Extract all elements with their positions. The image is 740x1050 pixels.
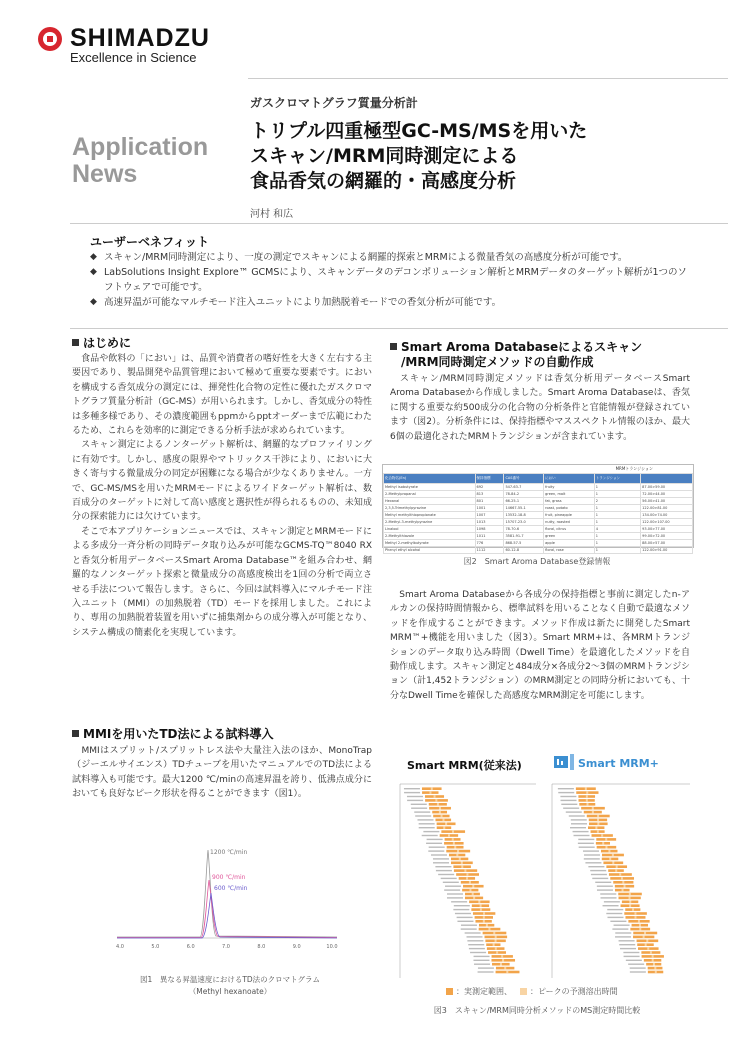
fig3-row-label — [443, 882, 459, 883]
divider — [70, 223, 728, 224]
fig3-predicted-mark — [437, 803, 439, 806]
fig3-row-label — [433, 862, 449, 863]
fig3-predicted-mark — [435, 799, 437, 802]
fig3-row-label — [607, 917, 623, 918]
benefits-title: ユーザーベネフィット — [90, 235, 210, 249]
table-row: 2-Methylpropanal 813 78-84-2 green, malt 1 72.00>44.00 — [384, 491, 693, 498]
header-divider — [248, 78, 728, 79]
fig3-predicted-mark — [647, 947, 649, 950]
fig3-row-label — [414, 811, 430, 812]
fig3-predicted-mark — [445, 823, 447, 826]
fig3-predicted-mark — [586, 799, 588, 802]
fig3-row-label — [606, 913, 622, 914]
shimadzu-logo — [38, 24, 210, 53]
paragraph: スキャン/MRM同時測定メソッドは香気分析用データベースSmart Aroma Databaseから作成しました。Smart Aroma Databaseは、香気に関する重要な約500成分の化合物の分析条件と官能情報が登録されています（図2）。分析条件には、保持指標やマススペクトル情報のほか、最大6個の最適化されたMRMトランジションが含まれています。 — [390, 374, 690, 442]
fig3-row-label — [620, 948, 636, 949]
fig3-row-label — [407, 796, 423, 797]
fig3-predicted-mark — [612, 862, 614, 865]
fig3-predicted-mark — [486, 924, 488, 927]
fig3-predicted-mark — [650, 951, 652, 954]
fig3-row-label — [473, 960, 489, 961]
fig3-predicted-mark — [495, 947, 497, 950]
fig3-predicted-mark — [653, 963, 655, 966]
fig3-row-label — [404, 788, 420, 789]
fig3-right-label: Smart MRM+ — [578, 757, 659, 770]
title-line: スキャン/MRM同時測定による — [250, 145, 519, 167]
fig3-predicted-mark — [443, 826, 445, 829]
benefit-item: ◆ 高速昇温が可能なマルチモード注入ユニットにより加熱脱着モードでの香気分析が可能です。 — [90, 295, 695, 310]
fig3-row-label — [427, 839, 443, 840]
fig3-predicted-mark — [472, 885, 474, 888]
fig3-predicted-mark — [629, 893, 631, 896]
fig3-row-label — [571, 823, 587, 824]
fig3-row-label — [630, 971, 646, 972]
fig3-predicted-mark — [439, 811, 441, 814]
fig3-row-label — [607, 909, 623, 910]
fig3-row-label — [478, 971, 494, 972]
fig3-predicted-mark — [597, 815, 599, 818]
fig3-row-label — [588, 866, 604, 867]
fig3-row-label — [447, 897, 463, 898]
fig3-row-label — [558, 792, 574, 793]
fig3-row-label — [584, 858, 600, 859]
fig3-row-label — [461, 925, 477, 926]
section-title-smart-aroma: Smart Aroma Databaseによるスキャン /MRM同時測定メソッドの自動作成 — [390, 340, 690, 370]
fig3-row-label — [630, 967, 646, 968]
fig3-row-label — [578, 839, 594, 840]
fig3-row-label — [624, 956, 640, 957]
fig3-predicted-mark — [469, 889, 471, 892]
fig3-predicted-mark — [605, 838, 607, 841]
fig3-row-label — [451, 901, 467, 902]
fig3-predicted-mark — [452, 838, 454, 841]
fig3-predicted-mark — [472, 893, 474, 896]
square-bullet-icon — [390, 343, 397, 350]
page-title — [250, 119, 690, 194]
table-row: 2-Methylthiazole 1011 3581-91-7 green 1 99.00>72.00 — [384, 533, 693, 540]
fig3-row-label — [422, 835, 438, 836]
fig1-xtick: 5.0 — [151, 944, 160, 950]
legend-swatch-predicted — [520, 988, 527, 995]
fig3-row-label — [610, 921, 626, 922]
fig2-column-header: トランジション — [594, 474, 640, 484]
fig3-row-label — [431, 854, 447, 855]
fig3-row-label — [417, 819, 433, 820]
fig3-row-label — [612, 928, 628, 929]
fig3-predicted-mark — [616, 865, 618, 868]
fig3-row-label — [603, 905, 619, 906]
fig1-xtick: 8.0 — [257, 944, 266, 950]
fig3-row-label — [578, 843, 594, 844]
fig2-column-header: におい — [544, 474, 595, 484]
fig3-predicted-mark — [639, 928, 641, 931]
application-news-label: Application News — [72, 133, 209, 188]
fig3-predicted-mark — [448, 834, 450, 837]
benefit-item: ◆ スキャン/MRM同時測定により、一度の測定でスキャンによる網羅的探索とMRMによる微量香気の高感度分析が可能です。 — [90, 250, 695, 265]
fig3-row-label — [411, 804, 427, 805]
fig3-predicted-mark — [441, 815, 443, 818]
fig3-row-label — [628, 964, 644, 965]
fig3-predicted-mark — [483, 916, 485, 919]
fig3-row-label — [597, 886, 613, 887]
fig3-predicted-mark — [622, 881, 624, 884]
fig3-predicted-mark — [629, 901, 631, 904]
fig3-predicted-mark — [602, 842, 604, 845]
fig3-predicted-mark — [652, 959, 654, 962]
fig2-header-title: MRMトランジション — [615, 466, 653, 471]
fig3-row-label — [419, 827, 435, 828]
fig3-row-label — [615, 936, 631, 937]
fig3-row-label — [573, 831, 589, 832]
category-label: ガスクロマトグラフ質量分析計 — [250, 96, 418, 110]
fig3-predicted-mark — [619, 873, 621, 876]
fig3-predicted-mark — [461, 862, 463, 865]
figure2-database-table — [382, 464, 694, 552]
fig3-row-label — [566, 811, 582, 812]
fig3-row-label — [601, 897, 617, 898]
paragraph: MMIはスプリット/スプリットレス法や大量注入法のほか、MonoTrap（ジーエルサイエンス）TDチューブを用いたマニュアルでのTD法による試料導入も可能です。最大1200 ℃/minの高速昇温を誇り、低沸点成分においても良好なピーク形状を得ることができます（図1）。 — [72, 746, 372, 800]
fig3-predicted-mark — [493, 943, 495, 946]
figure1-caption: 図1 異なる昇温速度におけるTD法のクロマトグラム （Methyl hexanoate） — [140, 975, 320, 996]
fig3-predicted-mark — [483, 920, 485, 923]
fig3-row-label — [474, 964, 490, 965]
fig3-predicted-mark — [501, 955, 503, 958]
fig3-predicted-mark — [586, 795, 588, 798]
fig3-row-label — [591, 874, 607, 875]
fig3-row-label — [438, 874, 454, 875]
fig3-predicted-mark — [638, 920, 640, 923]
fig3-predicted-mark — [469, 881, 471, 884]
fig3-row-label — [470, 952, 486, 953]
fig1-xtick: 4.0 — [116, 944, 124, 950]
fig3-predicted-mark — [464, 869, 466, 872]
paragraph: Smart Aroma Databaseから各成分の保持指標と事前に測定したn-アルカンの保持時間情報から、標準試料を用いることなく自動で最適なメソッドを作成することができます。メソッド作成は新たに開発したSmart MRM™+機能を用いました（図3）。Smart MRM+は、各MRMトランジションのデータ取り込み時間（Dwell Time）を最適化したメソッドを自動作成します。スキャン測定と484成分×各成分2～3個のMRMトランジション（計1,452トランジション）のMRM測定との同時分析においても、十分なDwell Timeを確保した高感度なMRM測定を可能にします。 — [390, 590, 690, 701]
fig3-predicted-mark — [654, 967, 656, 970]
fig3-predicted-mark — [506, 971, 508, 974]
fig3-predicted-mark — [597, 823, 599, 826]
fig3-row-label — [468, 944, 484, 945]
fig3-right-panel — [548, 780, 690, 978]
fig2-table — [383, 473, 693, 554]
fig3-row-label — [467, 936, 483, 937]
fig3-row-label — [604, 901, 620, 902]
fig3-row-label — [478, 967, 494, 968]
fig3-predicted-mark — [612, 854, 614, 857]
fig3-row-label — [626, 960, 642, 961]
fig3-row-label — [447, 893, 463, 894]
fig3-row-label — [457, 917, 473, 918]
table-row: 2,3,5-Trimethylpyrazine 1001 14667-55-1 roast, potato 1 122.00>81.00 — [384, 505, 693, 512]
fig1-xtick: 10.0 — [326, 944, 338, 950]
fig3-row-label — [435, 866, 451, 867]
fig3-row-label — [569, 815, 585, 816]
figure1-chromatogram — [112, 838, 342, 953]
tagline: Excellence in Science — [70, 50, 197, 65]
fig3-predicted-mark — [585, 787, 587, 790]
table-row: Methyl isobutyrate 692 547-63-7 fruity 1 87.00>59.00 — [384, 484, 693, 491]
fig3-row-label — [444, 889, 460, 890]
fig3-row-label — [428, 850, 444, 851]
figure3-caption: 図3 スキャン/MRM同時分析メソッドのMS測定時間比較 — [433, 1006, 641, 1015]
fig3-predicted-mark — [645, 943, 647, 946]
fig1-xtick: 7.0 — [222, 944, 230, 950]
fig3-row-label — [561, 800, 577, 801]
fig3-predicted-mark — [466, 873, 468, 876]
fig1-xtick: 6.0 — [186, 944, 195, 950]
fig3-row-label — [619, 944, 635, 945]
fig3-row-label — [426, 843, 442, 844]
fig3-predicted-mark — [473, 897, 475, 900]
fig3-predicted-mark — [608, 850, 610, 853]
fig3-predicted-mark — [629, 904, 631, 907]
fig3-predicted-mark — [453, 842, 455, 845]
fig3-predicted-mark — [452, 830, 454, 833]
fig3-row-label — [563, 808, 579, 809]
fig3-predicted-mark — [480, 904, 482, 907]
smart-mrm-plus-icon — [553, 753, 575, 771]
fig3-predicted-mark — [634, 912, 636, 915]
fig3-predicted-mark — [629, 897, 631, 900]
fig3-predicted-mark — [624, 885, 626, 888]
fig3-row-label — [600, 893, 616, 894]
section-title-intro: はじめに — [72, 336, 131, 351]
table-row: Methyl methylthiopropionate 1007 13532-18-8 fruit, pineapple 1 134.00>74.00 — [384, 512, 693, 519]
intro-body — [72, 352, 372, 640]
fig3-predicted-mark — [434, 795, 436, 798]
fig3-predicted-mark — [429, 791, 431, 794]
fig3-predicted-mark — [652, 955, 654, 958]
fig3-predicted-mark — [439, 807, 441, 810]
fig3-predicted-mark — [483, 912, 485, 915]
fig3-predicted-mark — [639, 924, 641, 927]
section-title-mmi: MMIを用いたTD法による試料導入 — [72, 727, 274, 742]
fig2-column-header: CAS番号 — [504, 474, 544, 484]
fig3-row-label — [415, 815, 431, 816]
fig3-predicted-mark — [615, 869, 617, 872]
fig3-row-label — [623, 952, 639, 953]
author: 河村 和広 — [250, 209, 294, 220]
fig3-predicted-mark — [592, 807, 594, 810]
fig3-predicted-mark — [488, 928, 490, 931]
fig3-row-label — [474, 956, 490, 957]
fig3-predicted-mark — [646, 940, 648, 943]
fig2-column-header: 保持指標 — [475, 474, 504, 484]
paragraph: そこで本アプリケーションニュースでは、スキャン測定とMRMモードによる多成分一斉分析の同時データ取り込みが可能なGCMS-TQ™8040 RXと香気分析用データベースSmart Aroma Database™を組み合わせ、網羅的なノンターゲット探索と微量成分の高感度検出を1回の分析で両立させる手法について報告します。さらに、今回は試料導入にマルチモード注入ユニット（MMI）の加熱脱着（TD）モードを採用しました。これにより、専用の加熱脱着装置を用いずに捕集剤からの成分導入が可能となり、システム構成の簡素化を実現しています。 — [72, 526, 372, 638]
mmi-body — [72, 744, 372, 802]
table-row: Methyl 2-methylbutyrate 776 868-57-5 apple 1 88.00>57.00 — [384, 540, 693, 547]
fig3-predicted-mark — [586, 803, 588, 806]
fig3-predicted-mark — [457, 850, 459, 853]
fig3-row-label — [560, 796, 576, 797]
brand-name: SHIMADZU — [70, 24, 210, 52]
legend-swatch-measured — [446, 988, 453, 995]
fig3-row-label — [597, 889, 613, 890]
title-line: トリプル四重極型GC-MS/MSを用いた — [250, 120, 588, 142]
fig3-predicted-mark — [454, 846, 456, 849]
fig3-predicted-mark — [442, 819, 444, 822]
fig3-predicted-mark — [480, 908, 482, 911]
fig3-row-label — [574, 835, 590, 836]
fig2-column-header: 化合物名(En) — [384, 474, 476, 484]
fig3-row-label — [615, 932, 631, 933]
smart-aroma-body-2 — [390, 588, 690, 703]
divider — [70, 328, 728, 329]
fig3-predicted-mark — [634, 916, 636, 919]
fig3-row-label — [583, 850, 599, 851]
fig3-row-label — [457, 921, 473, 922]
fig3-row-label — [579, 847, 595, 848]
shimadzu-logo-icon — [38, 27, 62, 51]
title-line: 食品香気の網羅的・高感度分析 — [250, 170, 517, 192]
fig3-row-label — [585, 862, 601, 863]
table-row: Linalool 1098 78-70-6 floral, citrus 4 93.00>77.00 — [384, 526, 693, 533]
fig3-predicted-mark — [601, 834, 603, 837]
fig1-label-1200: 1200 ℃/min — [210, 849, 248, 856]
square-bullet-icon — [72, 730, 79, 737]
fig3-predicted-mark — [461, 865, 463, 868]
fig3-predicted-mark — [622, 889, 624, 892]
fig3-row-label — [595, 882, 611, 883]
fig3-row-label — [592, 878, 608, 879]
fig3-row-label — [614, 925, 630, 926]
fig3-predicted-mark — [595, 826, 597, 829]
fig3-row-label — [404, 792, 420, 793]
fig3-predicted-mark — [597, 830, 599, 833]
fig1-label-600: 600 ℃/min — [214, 885, 248, 892]
fig3-row-label — [561, 804, 577, 805]
benefit-item: ◆ LabSolutions Insight Explore™ GCMSにより、スキャンデータのデコンボリューション解析とMRMデータのターゲット解析が1つのソフトウェアで可能です。 — [90, 265, 695, 295]
fig3-predicted-mark — [431, 787, 433, 790]
fig3-predicted-mark — [496, 951, 498, 954]
fig3-predicted-mark — [495, 936, 497, 939]
fig3-predicted-mark — [493, 932, 495, 935]
fig3-row-label — [590, 870, 606, 871]
fig3-row-label — [453, 909, 469, 910]
fig3-row-label — [584, 854, 600, 855]
fig3-row-label — [433, 858, 449, 859]
fig3-row-label — [461, 928, 477, 929]
fig3-predicted-mark — [495, 940, 497, 943]
fig3-predicted-mark — [502, 959, 504, 962]
benefits-list — [90, 250, 695, 310]
fig3-row-label — [419, 823, 435, 824]
fig3-predicted-mark — [643, 936, 645, 939]
fig3-row-label — [423, 831, 439, 832]
fig3-predicted-mark — [478, 901, 480, 904]
fig3-row-label — [465, 932, 481, 933]
fig3-row-label — [454, 905, 470, 906]
fig3-predicted-mark — [655, 971, 657, 974]
fig3-row-label — [558, 788, 574, 789]
fig3-row-label — [441, 878, 457, 879]
fig3-row-label — [570, 827, 586, 828]
fig3-predicted-mark — [456, 854, 458, 857]
fig3-row-label — [455, 913, 471, 914]
fig3-predicted-mark — [592, 811, 594, 814]
table-row: Hexanal 801 66-25-1 fat, grass 2 56.00>41.00 — [384, 498, 693, 505]
fig3-predicted-mark — [586, 791, 588, 794]
fig1-label-900: 900 ℃/min — [212, 874, 246, 881]
fig3-predicted-mark — [459, 858, 461, 861]
fig3-legend: ：実測定範囲、 ：ピークの予測溶出時間 — [446, 986, 618, 997]
fig3-left-panel — [396, 780, 536, 978]
paragraph: スキャン測定によるノンターゲット解析は、網羅的なプロファイリングに有効です。しかし、感度の限界やマトリックス干渉により、においに大きく寄与する微量成分の同定が困難になる場合が少なくありません。一方で、GC-MS/MSを用いたMRMモードによるワイドターゲット解析は、数百成分のターゲットに対して高い感度と選択性が得られるものの、未知成分の探索能力には欠けています。 — [72, 440, 372, 523]
table-row: 2-Methyl-3-methylpyrazine 1013 15707-23-0 nutty, roasted 1 122.00>107.00 — [384, 519, 693, 526]
fig3-predicted-mark — [632, 908, 634, 911]
paragraph: 食品や飲料の「におい」は、品質や消費者の嗜好性を大きく左右する主要因であり、製品開発や品質管理において極めて重要な要素です。においを構成する香気成分の測定には、揮発性化合物の定性に優れたガスクロマトグラフ質量分析計（GC-MS）が用いられます。しかし、香気成分の特性は多種多様であり、その濃度範囲もppmからpptオーダーまで広範にわたるため、これらを効率的に測定できる分析手法が求められています。 — [72, 354, 372, 437]
fig3-row-label — [429, 847, 445, 848]
fig3-row-label — [411, 808, 427, 809]
fig3-row-label — [436, 870, 452, 871]
fig3-predicted-mark — [500, 963, 502, 966]
fig3-row-label — [407, 800, 423, 801]
square-bullet-icon — [72, 339, 79, 346]
fig3-predicted-mark — [644, 932, 646, 935]
fig3-predicted-mark — [466, 877, 468, 880]
fig1-xtick: 9.0 — [292, 944, 301, 950]
smart-aroma-body — [390, 372, 690, 444]
fig3-row-label — [571, 819, 587, 820]
figure2-caption: 図2 Smart Aroma Database登録情報 — [463, 557, 611, 566]
fig3-row-label — [469, 948, 485, 949]
fig3-left-label: Smart MRM(従来法) — [407, 759, 522, 772]
fig3-row-label — [445, 886, 461, 887]
fig3-predicted-mark — [504, 967, 506, 970]
fig3-predicted-mark — [605, 846, 607, 849]
fig3-predicted-mark — [621, 877, 623, 880]
fig3-row-label — [467, 940, 483, 941]
fig3-predicted-mark — [597, 819, 599, 822]
fig3-predicted-mark — [609, 858, 611, 861]
table-row: Phenyl ethyl alcohol 1112 60-12-8 floral, rose 1 122.00>91.00 — [384, 547, 693, 554]
fig3-row-label — [619, 940, 635, 941]
